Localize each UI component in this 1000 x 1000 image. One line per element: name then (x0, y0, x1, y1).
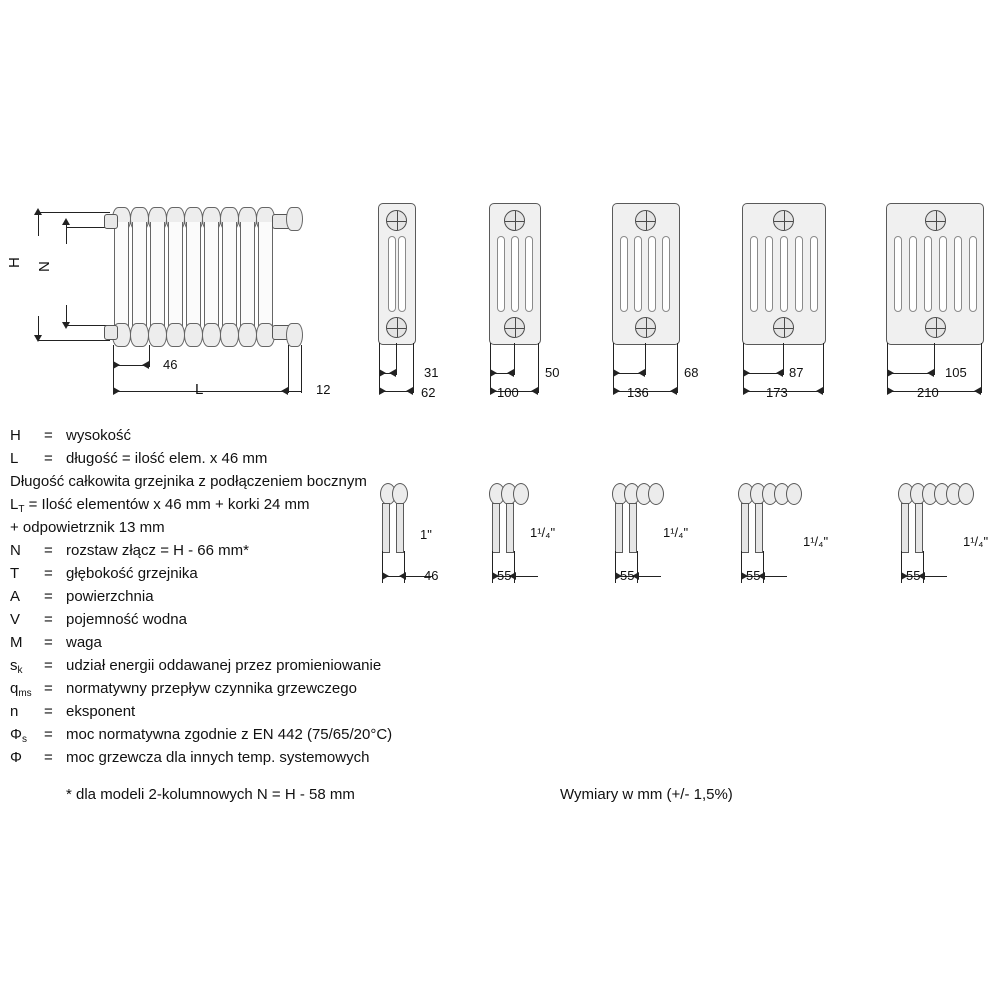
legend-row-n (10, 704, 480, 719)
thread-label: 1¹/₄" (530, 525, 556, 540)
thread-label: 1" (420, 527, 432, 542)
column-slot (765, 236, 773, 312)
dim-outer-arrow-right (406, 387, 413, 395)
legend-equals: = (44, 427, 53, 444)
legend-symbol-sub: ms (18, 688, 32, 699)
dim-inner-arrow-right (638, 369, 645, 377)
legend-equals: = (44, 703, 53, 720)
dim-inner-arrow-right (507, 369, 514, 377)
dim-inner-label: 50 (545, 365, 560, 380)
plan-pipe (629, 503, 637, 553)
column-cap (184, 323, 203, 347)
legend-row-sk (10, 657, 480, 676)
dim-outer-arrow-right (974, 387, 981, 395)
connection-nut-bottom (504, 317, 525, 338)
legend-equals: = (44, 450, 53, 467)
legend-equals: = (44, 726, 53, 743)
ext-left (887, 343, 888, 393)
plan-pipe (506, 503, 514, 553)
ext-mid (514, 343, 515, 375)
legend-equals: = (44, 657, 53, 674)
legend-note-vent: + odpowietrznik 13 mm (10, 519, 165, 536)
column-body (168, 222, 183, 330)
dim-outer-arrow-right (531, 387, 538, 395)
column-slot (648, 236, 656, 312)
column-body (222, 222, 237, 330)
legend-text: rozstaw złącz = H - 66 mm* (66, 542, 249, 559)
legend-row-phis (10, 726, 480, 745)
legend-row-L (10, 451, 480, 466)
column-slot (620, 236, 628, 312)
dim-inner-arrow-left (887, 369, 894, 377)
column-cap (220, 323, 239, 347)
dim-outer-label: 62 (421, 385, 436, 400)
ext-left (379, 343, 380, 393)
legend-lt-text: = Ilość elementów x 46 mm + korki 24 mm (24, 496, 310, 513)
legend-row-H (10, 428, 480, 443)
legend-equals: = (44, 680, 53, 697)
legend-lt-symbol: L (10, 496, 19, 513)
legend-symbol: s (10, 657, 18, 674)
ref-line-bottom (38, 340, 110, 341)
plan-pipe (901, 503, 909, 553)
column-slot (662, 236, 670, 312)
dim-plan-label: 46 (424, 568, 439, 583)
dim-inner-arrow-left (743, 369, 750, 377)
legend-symbol: n (10, 703, 19, 720)
legend-equals: = (44, 565, 53, 582)
dim-inner-label: 87 (789, 365, 804, 380)
n-dim-line-top (66, 222, 67, 244)
h-dim-line-top (38, 212, 39, 236)
column-slot (795, 236, 803, 312)
plan-pipe (615, 503, 623, 553)
end-cap-top (286, 207, 303, 231)
legend-equals: = (44, 634, 53, 651)
top-left-plug (104, 214, 118, 229)
dim-outer-label: 100 (497, 385, 519, 400)
legend-symbol-sub: k (17, 665, 23, 676)
legend-row-A (10, 589, 480, 604)
plan-pipe (492, 503, 500, 553)
ext-mid (783, 343, 784, 375)
column-slot (909, 236, 917, 312)
column-slot (634, 236, 642, 312)
legend-row-T (10, 566, 480, 581)
plan-column (648, 483, 664, 505)
units-note: Wymiary w mm (+/- 1,5%) (560, 786, 733, 803)
legend-symbol-sub: s (21, 734, 27, 745)
legend-text: waga (66, 634, 102, 651)
column-slot (750, 236, 758, 312)
legend-note-total-length: Długość całkowita grzejnika z podłączeniem bocznym (10, 473, 367, 490)
plan-pipe (741, 503, 749, 553)
legend-equals: = (44, 542, 53, 559)
column-slot (954, 236, 962, 312)
connection-nut-top (773, 210, 794, 231)
legend-equals: = (44, 749, 53, 766)
plan-pipe (755, 503, 763, 553)
dim-inner-arrow-left (613, 369, 620, 377)
end-cap-bottom (286, 323, 303, 347)
legend-footnote: * dla modeli 2-kolumnowych N = H - 58 mm (66, 786, 355, 803)
column-cap (202, 323, 221, 347)
legend-symbol-group (10, 750, 44, 765)
dim-outer-arrow-right (670, 387, 677, 395)
column-slot (969, 236, 977, 312)
column-cap (148, 323, 167, 347)
column-slot (924, 236, 932, 312)
ext-left (743, 343, 744, 393)
dim-inner-arrow-left (379, 369, 386, 377)
plan-column (786, 483, 802, 505)
dim-outer-label: 173 (766, 385, 788, 400)
legend-row-N (10, 543, 480, 558)
dim-outer-arrow-left (613, 387, 620, 395)
thread-label: 1¹/₄" (803, 534, 829, 549)
column-slot (810, 236, 818, 312)
connection-nut-top (504, 210, 525, 231)
column-slot (525, 236, 533, 312)
dim-outer-arrow-left (379, 387, 386, 395)
dim-inner-label: 68 (684, 365, 699, 380)
dim-outer-arrow-left (490, 387, 497, 395)
connection-nut-top (386, 210, 407, 231)
legend-text: eksponent (66, 703, 136, 720)
connection-nut-top (925, 210, 946, 231)
dim-L-arrow-left (113, 387, 120, 395)
dim-outer-arrow-left (743, 387, 750, 395)
dim-plan-label: 55 (906, 568, 921, 583)
label-H: H (6, 257, 23, 268)
ext-right (538, 343, 539, 393)
dim-plan-label: 55 (746, 568, 761, 583)
dim-46-arrow-right (142, 361, 149, 369)
ext-right (413, 343, 414, 393)
column-body (150, 222, 165, 330)
column-slot (511, 236, 519, 312)
dim-12-label: 12 (316, 382, 331, 397)
legend-symbol: Φ (10, 749, 22, 766)
column-body (240, 222, 255, 330)
legend-symbol: Φ (10, 726, 22, 743)
legend-row-V (10, 612, 480, 627)
dim-inner-arrow-right (389, 369, 396, 377)
ref-line-top (38, 212, 110, 213)
column-body (204, 222, 219, 330)
dim-inner-arrow-left (490, 369, 497, 377)
column-body (186, 222, 201, 330)
legend-lt-subscript: T (18, 504, 25, 515)
dim-inner-arrow-right (776, 369, 783, 377)
legend-text: długość = ilość elem. x 46 mm (66, 450, 268, 467)
ext-line-12-right (301, 345, 302, 393)
legend-symbol: N (10, 542, 21, 559)
legend-equals: = (44, 611, 53, 628)
plan-pipe (915, 503, 923, 553)
legend-row-M (10, 635, 480, 650)
legend-row-qms (10, 680, 480, 699)
dim-inner-arrow-right (927, 369, 934, 377)
ext-line-46-right (149, 345, 150, 367)
connection-nut-bottom (386, 317, 407, 338)
column-body (258, 222, 273, 330)
legend-text: udział energii oddawanej przez promieniowanie (66, 657, 382, 674)
legend-symbol-group (10, 726, 44, 745)
legend-symbol: T (10, 565, 20, 582)
legend-symbol: q (10, 680, 19, 697)
legend-text: pojemność wodna (66, 611, 187, 628)
column-body (114, 222, 129, 330)
connection-nut-top (635, 210, 656, 231)
ext-right (677, 343, 678, 393)
column-slot (388, 236, 396, 312)
dim-line-12 (288, 391, 301, 392)
legend-symbol: L (10, 450, 19, 467)
column-slot (398, 236, 406, 312)
ext-right (823, 343, 824, 393)
thread-label: 1¹/₄" (963, 534, 989, 549)
legend-symbol: H (10, 427, 21, 444)
dim-L-arrow-right (281, 387, 288, 395)
dim-46-arrow-left (113, 361, 120, 369)
ext-mid (934, 343, 935, 375)
legend-symbol: M (10, 634, 23, 651)
column-cap (130, 323, 149, 347)
dim-plan-label: 55 (620, 568, 635, 583)
legend-symbol: V (10, 611, 21, 628)
ext-left (613, 343, 614, 393)
column-body (132, 222, 147, 330)
dim-L-label: L (195, 381, 204, 398)
n-arrow-up (62, 218, 70, 225)
legend-symbol-group (10, 657, 44, 676)
dim-outer-label: 136 (627, 385, 649, 400)
ext-mid (396, 343, 397, 375)
column-cap (238, 323, 257, 347)
dim-inner-label: 31 (424, 365, 439, 380)
legend-symbol: A (10, 588, 21, 605)
ext-line-L-right (288, 345, 289, 393)
legend (10, 428, 480, 773)
ext-right (981, 343, 982, 393)
legend-text: moc normatywna zgodnie z EN 442 (75/65/20°C) (66, 726, 393, 743)
ext-mid (645, 343, 646, 375)
legend-text: powierzchnia (66, 588, 154, 605)
column-slot (780, 236, 788, 312)
dim-outer-arrow-right (816, 387, 823, 395)
legend-symbol-group (10, 704, 44, 719)
legend-equals: = (44, 588, 53, 605)
dim-outer-label: 210 (917, 385, 939, 400)
dim-46-label: 46 (163, 357, 178, 372)
plan-column (513, 483, 529, 505)
legend-text: normatywny przepływ czynnika grzewczego (66, 680, 357, 697)
legend-text: głębokość grzejnika (66, 565, 198, 582)
legend-note-lt (10, 496, 480, 515)
ext-line-L-left (113, 345, 114, 393)
column-slot (497, 236, 505, 312)
bottom-left-plug (104, 325, 118, 340)
legend-symbol-group (10, 680, 44, 699)
legend-text: moc grzewcza dla innych temp. systemowych (66, 749, 370, 766)
dim-outer-arrow-left (887, 387, 894, 395)
column-cap (166, 323, 185, 347)
column-slot (894, 236, 902, 312)
column-slot (939, 236, 947, 312)
label-N: N (36, 261, 53, 272)
thread-label: 1¹/₄" (663, 525, 689, 540)
dim-plan-label: 55 (497, 568, 512, 583)
plan-column (958, 483, 974, 505)
ext-left (490, 343, 491, 393)
legend-row-phi (10, 750, 480, 765)
legend-text: wysokość (66, 427, 132, 444)
connection-nut-bottom (635, 317, 656, 338)
dim-inner-label: 105 (945, 365, 967, 380)
connection-nut-bottom (925, 317, 946, 338)
connection-nut-bottom (773, 317, 794, 338)
